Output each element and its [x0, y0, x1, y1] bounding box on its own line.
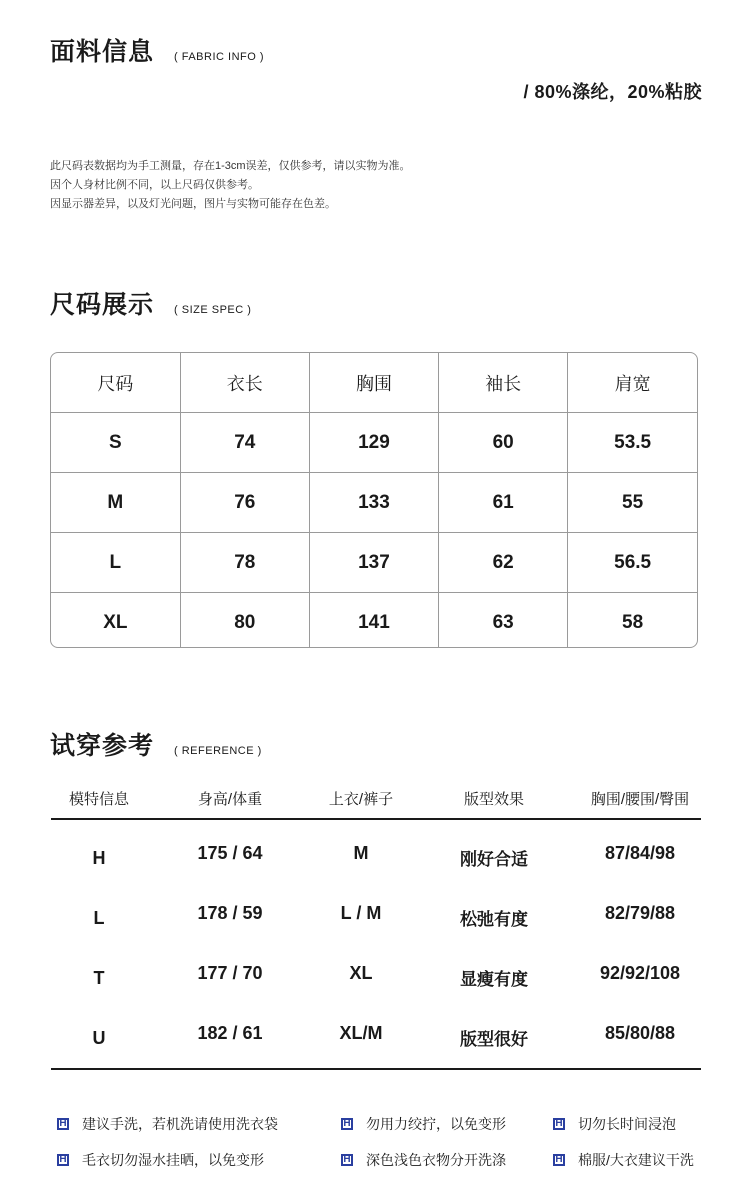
- size-cell: 61: [439, 473, 568, 533]
- body-measurements: 87/84/98: [604, 843, 676, 863]
- care-text: 勿用力绞拧，以免变形: [366, 1116, 506, 1132]
- note-line: 因显示器差异，以及灯光问题，图片与实物可能存在色差。: [50, 198, 336, 210]
- reference-header-cell: 版型效果: [463, 791, 524, 808]
- size-cell: 137: [309, 533, 438, 593]
- note-line: 因个人身材比例不同，以上尺码仅供参考。: [50, 179, 259, 191]
- height-weight: 175 / 64: [197, 843, 263, 863]
- h-square-icon: H: [341, 1118, 353, 1130]
- body-measurements: 85/80/88: [604, 1023, 676, 1043]
- size-header-cell: 袖长: [439, 353, 568, 413]
- h-square-icon: H: [57, 1154, 69, 1166]
- care-text: 毛衣切勿湿水挂晒，以免变形: [82, 1152, 264, 1168]
- care-item: [341, 1150, 506, 1170]
- size-cell: 129: [309, 413, 438, 473]
- top-bottom-size: M: [353, 843, 369, 863]
- care-item: [553, 1114, 676, 1134]
- care-text: 切勿长时间浸泡: [578, 1116, 676, 1132]
- size-header-cell: 胸围: [309, 353, 438, 413]
- h-square-icon: H: [553, 1154, 565, 1166]
- reference-header-cell: 模特信息: [68, 791, 129, 808]
- fabric-info-subtitle: ( FABRIC INFO ): [174, 51, 265, 63]
- size-cell: 80: [180, 593, 309, 649]
- reference-header-row: [51, 788, 701, 818]
- fit-effect: 刚好合适: [460, 850, 528, 869]
- h-square-icon: H: [341, 1154, 353, 1166]
- fabric-composition: / 80%涤纶，20%粘胶: [523, 82, 702, 102]
- size-cell: L: [51, 533, 180, 593]
- size-cell: 58: [622, 611, 644, 633]
- size-table-row: [51, 413, 697, 473]
- size-cell: 60: [439, 413, 568, 473]
- reference-heading: [50, 726, 262, 762]
- body-measurements: 92/92/108: [599, 963, 681, 983]
- size-cell: 74: [180, 413, 309, 473]
- size-table-row: [51, 533, 697, 593]
- fit-effect: 版型很好: [460, 1030, 528, 1049]
- size-cell: 56.5: [568, 533, 697, 593]
- size-cell: M: [51, 473, 180, 533]
- reference-divider: [51, 818, 701, 820]
- size-spec-heading: [50, 285, 251, 321]
- reference-row: [51, 1023, 701, 1050]
- reference-header-cell: 身高/体重: [197, 791, 263, 808]
- size-cell: 53.5: [568, 413, 697, 473]
- size-table-header-row: [51, 353, 697, 413]
- height-weight: 177 / 70: [197, 963, 263, 983]
- reference-header-cell: 胸围/腰围/臀围: [590, 791, 690, 808]
- body-measurements: 82/79/88: [604, 903, 676, 923]
- measurement-notes: [50, 157, 411, 214]
- size-cell: 63: [439, 593, 568, 649]
- model-name: H: [92, 848, 106, 868]
- care-text: 深色浅色衣物分开洗涤: [366, 1152, 506, 1168]
- top-bottom-size: XL: [349, 963, 373, 983]
- size-header-cell: 衣长: [180, 353, 309, 413]
- top-bottom-size: L / M: [340, 903, 382, 923]
- top-bottom-size: XL/M: [339, 1023, 383, 1043]
- fit-effect: 松弛有度: [460, 910, 528, 929]
- care-text: 棉服/大衣建议干洗: [578, 1152, 694, 1168]
- reference-subtitle: ( REFERENCE ): [174, 745, 262, 757]
- care-item: [553, 1150, 694, 1170]
- size-cell: 62: [439, 533, 568, 593]
- size-cell: 76: [180, 473, 309, 533]
- care-item: [341, 1114, 506, 1134]
- care-item: [57, 1150, 264, 1170]
- height-weight: 182 / 61: [197, 1023, 263, 1043]
- model-name: T: [93, 968, 105, 988]
- size-cell: 78: [180, 533, 309, 593]
- note-line: 此尺码表数据均为手工测量，存在1-3cm误差，仅供参考，请以实物为准。: [50, 160, 411, 172]
- fabric-info-heading: [50, 32, 264, 68]
- h-square-icon: H: [553, 1118, 565, 1130]
- care-text: 建议手洗，若机洗请使用洗衣袋: [82, 1116, 278, 1132]
- size-cell: 133: [309, 473, 438, 533]
- reference-header-cell: 上衣/裤子: [328, 791, 394, 808]
- size-cell: XL: [51, 593, 180, 649]
- model-name: L: [93, 908, 105, 928]
- size-table-row: [51, 593, 697, 649]
- care-item: [57, 1114, 278, 1134]
- fabric-info-title: 面料信息: [50, 38, 155, 66]
- size-cell: 141: [309, 593, 438, 649]
- size-cell: 55: [568, 473, 697, 533]
- reference-row: [51, 963, 701, 990]
- h-square-icon: H: [57, 1118, 69, 1130]
- size-header-cell: 尺码: [51, 353, 180, 413]
- reference-row: [51, 843, 701, 870]
- size-table-row: [51, 473, 697, 533]
- height-weight: 178 / 59: [197, 903, 263, 923]
- model-name: U: [92, 1028, 106, 1048]
- reference-divider: [51, 1068, 701, 1070]
- size-table: [50, 352, 698, 648]
- reference-title: 试穿参考: [50, 732, 155, 760]
- fit-effect: 显瘦有度: [460, 970, 528, 989]
- size-spec-subtitle: ( SIZE SPEC ): [174, 304, 252, 316]
- size-spec-title: 尺码展示: [50, 291, 155, 319]
- size-header-cell: 肩宽: [568, 353, 697, 413]
- size-cell: S: [51, 413, 180, 473]
- reference-row: [51, 903, 701, 930]
